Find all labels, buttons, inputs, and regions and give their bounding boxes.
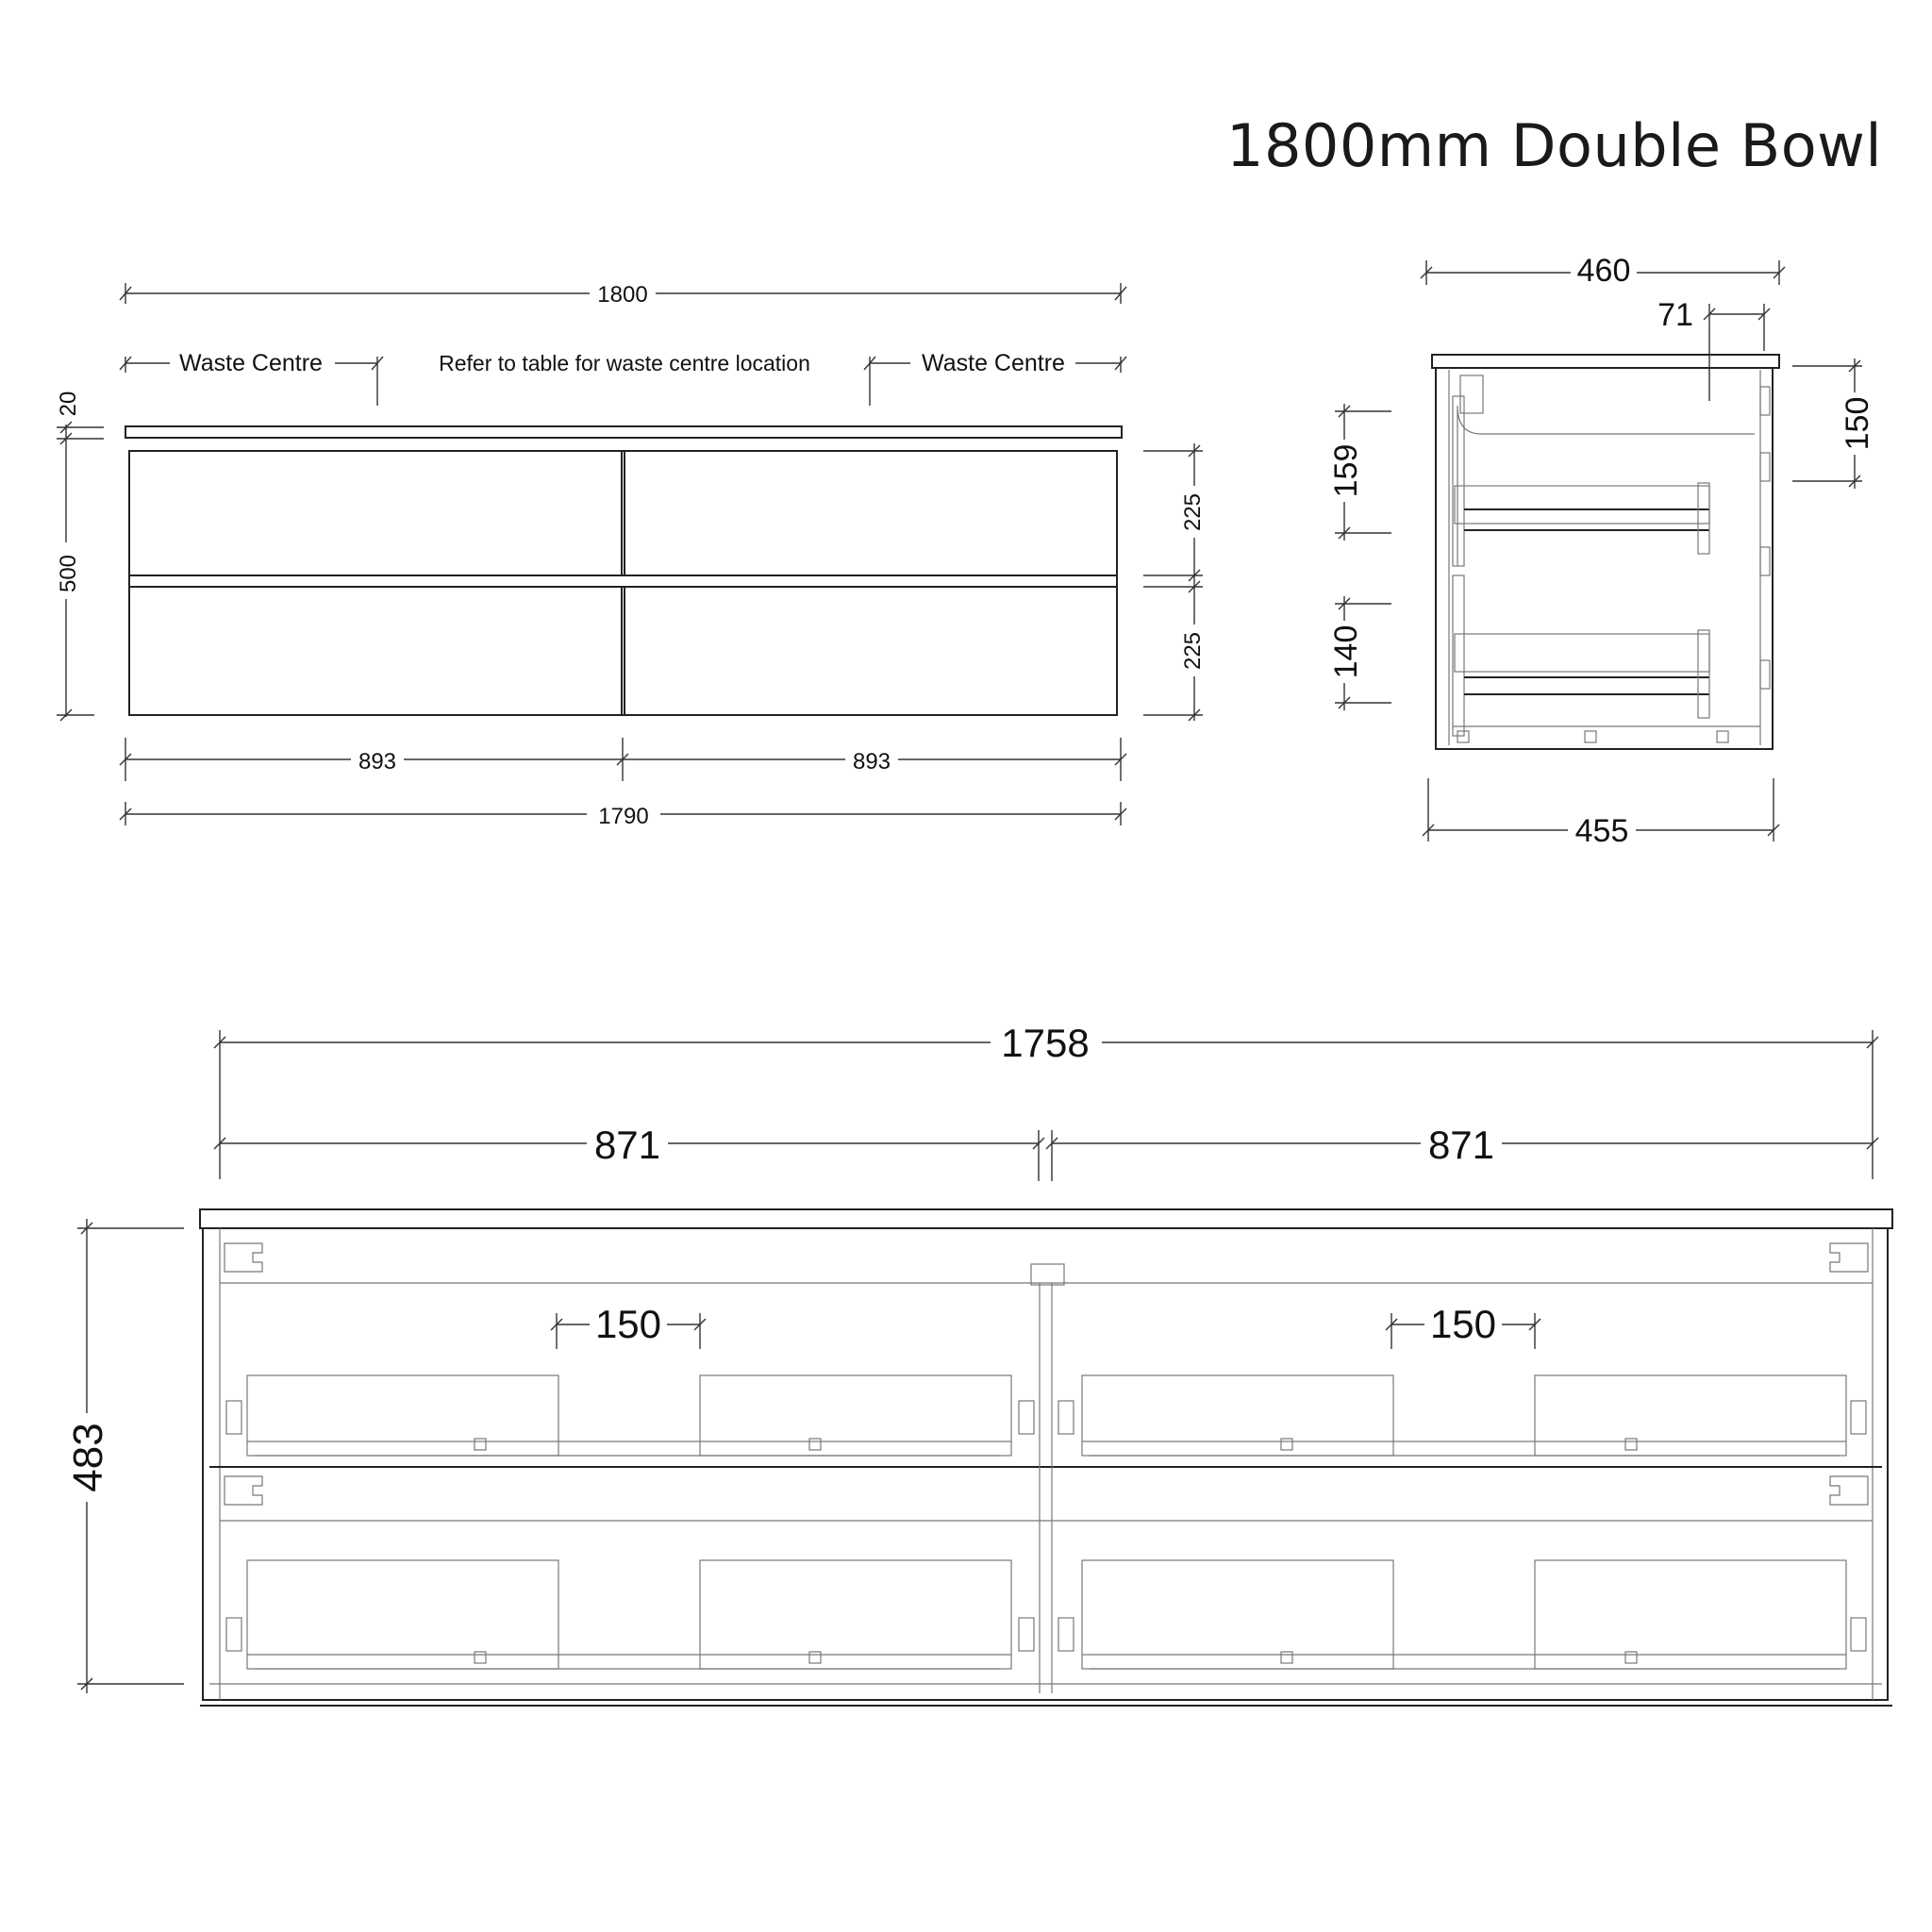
side-body-depth-label: 455: [1574, 813, 1629, 849]
side-view: [1328, 253, 1875, 849]
plan-half-right-label: 871: [1427, 1123, 1495, 1167]
plan-half-left-label: 871: [593, 1123, 661, 1167]
plan-view: [65, 1021, 1892, 1706]
front-half-right-label: 893: [852, 749, 891, 774]
plan-cutout-right-label: 150: [1429, 1302, 1497, 1346]
drawer-upper-label: 225: [1180, 492, 1206, 532]
front-view: [52, 279, 1208, 829]
front-half-left-label: 893: [358, 749, 397, 774]
plan-height-label: 483: [65, 1423, 111, 1492]
side-lower-drawer-label: 140: [1328, 625, 1364, 679]
waste-centre-left-label: Waste Centre: [179, 350, 323, 376]
plan-width-label: 1758: [1001, 1021, 1090, 1065]
front-body-width-label: 1790: [598, 804, 649, 829]
side-upper-drawer-label: 159: [1328, 443, 1364, 498]
side-inner-height-label: 150: [1840, 396, 1875, 451]
top-thickness-label: 20: [56, 391, 81, 417]
side-offset-label: 71: [1657, 297, 1693, 333]
front-height-label: 500: [56, 554, 81, 593]
diagram-title: 1800mm Double Bowl: [1226, 111, 1883, 180]
waste-note: Refer to table for waste centre location: [439, 351, 810, 375]
waste-centre-right-label: Waste Centre: [922, 350, 1065, 376]
drawer-lower-label: 225: [1180, 631, 1206, 671]
side-depth-label: 460: [1576, 253, 1631, 289]
plan-cutout-left-label: 150: [594, 1302, 662, 1346]
front-width-label: 1800: [597, 282, 648, 308]
